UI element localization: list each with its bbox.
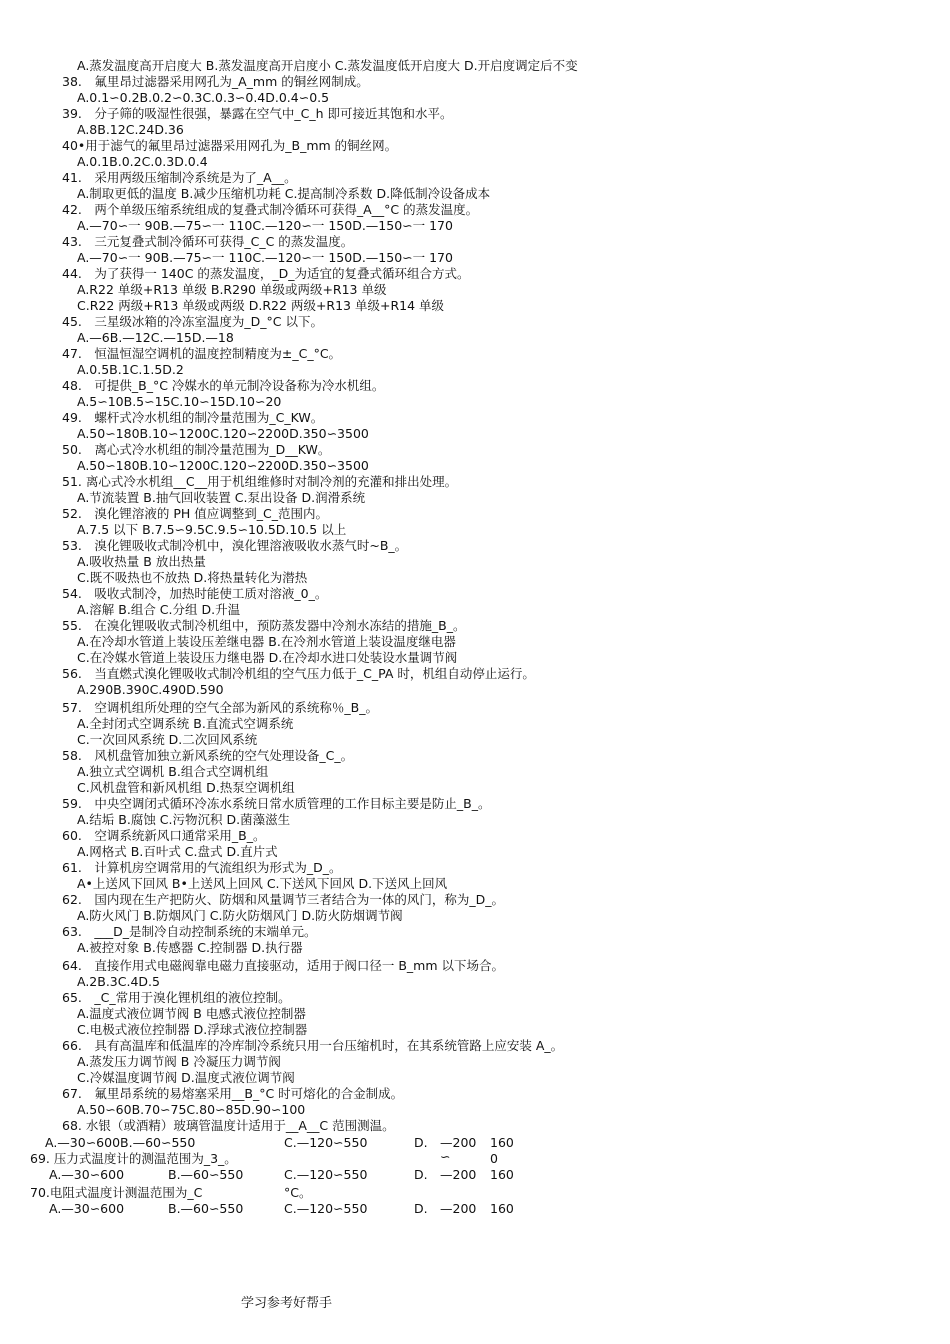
option-d: D. [414, 1135, 428, 1150]
options-line: A.被控对象 B.传感器 C.控制器 D.执行器 [77, 940, 303, 955]
question-line: 45. 三星级冰箱的冷冻室温度为_D_°C 以下。 [62, 314, 323, 329]
options-line: C.R22 两级+R13 单级或两级 D.R22 两级+R13 单级+R14 单级 [77, 298, 445, 313]
options-line: A.8B.12C.24D.36 [77, 122, 184, 137]
option-b: B.—60∽550 [168, 1167, 244, 1182]
question-line: 69. 压力式温度计的测温范围为_3_。 [30, 1151, 237, 1166]
question-line: 58. 风机盘管加独立新风系统的空气处理设备_C_。 [62, 748, 354, 763]
question-line: 68. 水银（或酒精）玻璃管温度计适用于__A__C 范围测温。 [62, 1118, 395, 1133]
options-line: A.—70∽一 90B.—75∽一 110C.—120∽一 150D.—150∽一 170 [77, 250, 453, 265]
options-line: C.在冷媒水管道上装设压力继电器 D.在冷却水进口处装设水量调节阀 [77, 650, 458, 665]
options-line: C.风机盘管和新风机组 D.热泵空调机组 [77, 780, 295, 795]
options-line: C.冷媒温度调节阀 D.温度式液位调节阀 [77, 1070, 295, 1085]
options-line: A.结垢 B.腐蚀 C.污物沉积 D.菌藻滋生 [77, 812, 291, 827]
options-line: C.电极式液位控制器 D.浮球式液位控制器 [77, 1022, 308, 1037]
question-line: 50. 离心式冷水机组的制冷量范围为_D__KW。 [62, 442, 331, 457]
question-line: 47. 恒温恒湿空调机的温度控制精度为±_C_°C。 [62, 346, 342, 361]
page-footer: 学习参考好帮手 [241, 1296, 333, 1311]
option-b: B.—60∽550 [168, 1201, 244, 1216]
question-line: 70.电阻式温度计测温范围为_C [30, 1185, 203, 1200]
question-line: 48. 可提供_B_°C 冷媒水的单元制冷设备称为冷水机组。 [62, 378, 385, 393]
range-symbol: ∽ [440, 1149, 451, 1164]
option-a: A.—30∽600 [49, 1167, 125, 1182]
option-d: D. [414, 1201, 428, 1216]
question-line: 63. ___D_是制冷自动控制系统的末端单元。 [62, 924, 317, 939]
unit-label: °C。 [284, 1185, 312, 1200]
option-c: C.—120∽550 [284, 1167, 368, 1182]
question-line: 51. 离心式冷水机组__C__用于机组维修时对制冷剂的充灌和排出处理。 [62, 474, 458, 489]
option-e-value: 160 [490, 1201, 514, 1216]
options-line: A.0.5B.1C.1.5D.2 [77, 362, 184, 377]
options-line: A.50∽60B.70∽75C.80∽85D.90∽100 [77, 1102, 306, 1117]
question-line: 43. 三元复叠式制冷循环可获得_C_C 的蒸发温度。 [62, 234, 354, 249]
question-line: 66. 具有高温库和低温库的冷库制冷系统只用一台压缩机时，在其系统管路上应安装 A_。 [62, 1038, 564, 1053]
range-value: 0 [490, 1151, 498, 1166]
options-line: A.节流装置 B.抽气回收装置 C.泵出设备 D.润滑系统 [77, 490, 366, 505]
options-line: A.制取更低的温度 B.减少压缩机功耗 C.提高制冷系数 D.降低制冷设备成本 [77, 186, 491, 201]
options-line: C.既不吸热也不放热 D.将热量转化为潜热 [77, 570, 308, 585]
option-d-value: —200 [440, 1167, 477, 1182]
question-line: 44. 为了获得一 140C 的蒸发温度，_D_为适宜的复叠式循环组合方式。 [62, 266, 470, 281]
option-d-value: —200 [440, 1201, 477, 1216]
question-line: 39. 分子筛的吸湿性很强，暴露在空气中_C_h 即可接近其饱和水平。 [62, 106, 453, 121]
question-line: 60. 空调系统新风口通常采用_B_。 [62, 828, 266, 843]
option-e-value: 160 [490, 1167, 514, 1182]
question-line: 52. 溴化锂溶液的 PH 值应调整到_C_范围内。 [62, 506, 328, 521]
options-line: A.独立式空调机 B.组合式空调机组 [77, 764, 269, 779]
options-line: A.蒸发压力调节阀 B 冷凝压力调节阀 [77, 1054, 281, 1069]
options-line: A•上送风下回风 B•上送风上回风 C.下送风下回风 D.下送风上回风 [77, 876, 448, 891]
question-line: 64. 直接作用式电磁阀靠电磁力直接驱动，适用于阀口径一 B_mm 以下场合。 [62, 958, 505, 973]
question-line: 42. 两个单级压缩系统组成的复叠式制冷循环可获得_A__°C 的蒸发温度。 [62, 202, 479, 217]
question-line: 54. 吸收式制冷，加热时能使工质对溶液_0_。 [62, 586, 328, 601]
options-line: A.7.5 以下 B.7.5∽9.5C.9.5∽10.5D.10.5 以上 [77, 522, 347, 537]
option-c: C.—120∽550 [284, 1135, 368, 1150]
option-d-value: —200 [440, 1135, 477, 1150]
question-line: 56. 当直燃式溴化锂吸收式制冷机组的空气压力低于_C_PA 时，机组自动停止运行。 [62, 666, 535, 681]
option-a: A.—30∽600 [49, 1201, 125, 1216]
options-line: C.一次回风系统 D.二次回风系统 [77, 732, 258, 747]
question-line: 41. 采用两级压缩制冷系统是为了_A__。 [62, 170, 297, 185]
question-line: 40•用于滤气的氟里昂过滤器采用网孔为_B_mm 的铜丝网。 [62, 138, 398, 153]
options-line: A.全封闭式空调系统 B.直流式空调系统 [77, 716, 294, 731]
options-line: A.0.1B.0.2C.0.3D.0.4 [77, 154, 208, 169]
question-line: 57. 空调机组所处理的空气全部为新风的系统称％_B_。 [62, 700, 378, 715]
options-line: A.溶解 B.组合 C.分组 D.升温 [77, 602, 241, 617]
option-d: D. [414, 1167, 428, 1182]
options-line: A.在冷却水管道上装设压差继电器 B.在冷剂水管道上装设温度继电器 [77, 634, 456, 649]
options-line: A.防火风门 B.防烟风门 C.防火防烟风门 D.防火防烟调节阀 [77, 908, 403, 923]
text-line: A.蒸发温度高开启度大 B.蒸发温度高开启度小 C.蒸发温度低开启度大 D.开启度调定后不变 [77, 58, 578, 73]
option-c: C.—120∽550 [284, 1201, 368, 1216]
options-line: A.—6B.—12C.—15D.—18 [77, 330, 234, 345]
options-line: A.温度式液位调节阀 B 电感式液位控制器 [77, 1006, 306, 1021]
question-line: 38. 氟里昂过滤器采用网孔为_A_mm 的铜丝网制成。 [62, 74, 369, 89]
question-line: 65. _C_常用于溴化锂机组的液位控制。 [62, 990, 291, 1005]
options-line: A.290B.390C.490D.590 [77, 682, 224, 697]
question-line: 62. 国内现在生产把防火、防烟和风量调节三者结合为一体的风门，称为_D_。 [62, 892, 505, 907]
question-line: 61. 计算机房空调常用的气流组织为形式为_D_。 [62, 860, 342, 875]
options-line: A.—30∽600B.—60∽550 [45, 1135, 196, 1150]
option-e-value: 160 [490, 1135, 514, 1150]
options-line: A.5∽10B.5∽15C.10∽15D.10∽20 [77, 394, 282, 409]
options-line: A.吸收热量 B 放出热量 [77, 554, 206, 569]
options-line: A.—70∽一 90B.—75∽一 110C.—120∽一 150D.—150∽一 170 [77, 218, 453, 233]
options-line: A.网格式 B.百叶式 C.盘式 D.直片式 [77, 844, 278, 859]
question-line: 53. 溴化锂吸收式制冷机中，溴化锂溶液吸收水蒸气时~B_。 [62, 538, 408, 553]
options-line: A.50∽180B.10∽1200C.120∽2200D.350∽3500 [77, 426, 369, 441]
question-line: 67. 氟里昂系统的易熔塞采用__B_°C 时可熔化的合金制成。 [62, 1086, 404, 1101]
question-line: 49. 螺杆式冷水机组的制冷量范围为_C_KW。 [62, 410, 324, 425]
options-line: A.R22 单级+R13 单级 B.R290 单级或两级+R13 单级 [77, 282, 387, 297]
question-line: 55. 在溴化锂吸收式制冷机组中，预防蒸发器中冷剂水冻结的措施_B_。 [62, 618, 466, 633]
question-line: 59. 中央空调闭式循环冷冻水系统日常水质管理的工作目标主要是防止_B_。 [62, 796, 491, 811]
options-line: A.50∽180B.10∽1200C.120∽2200D.350∽3500 [77, 458, 369, 473]
options-line: A.0.1∽0.2B.0.2∽0.3C.0.3∽0.4D.0.4∽0.5 [77, 90, 330, 105]
options-line: A.2B.3C.4D.5 [77, 974, 160, 989]
